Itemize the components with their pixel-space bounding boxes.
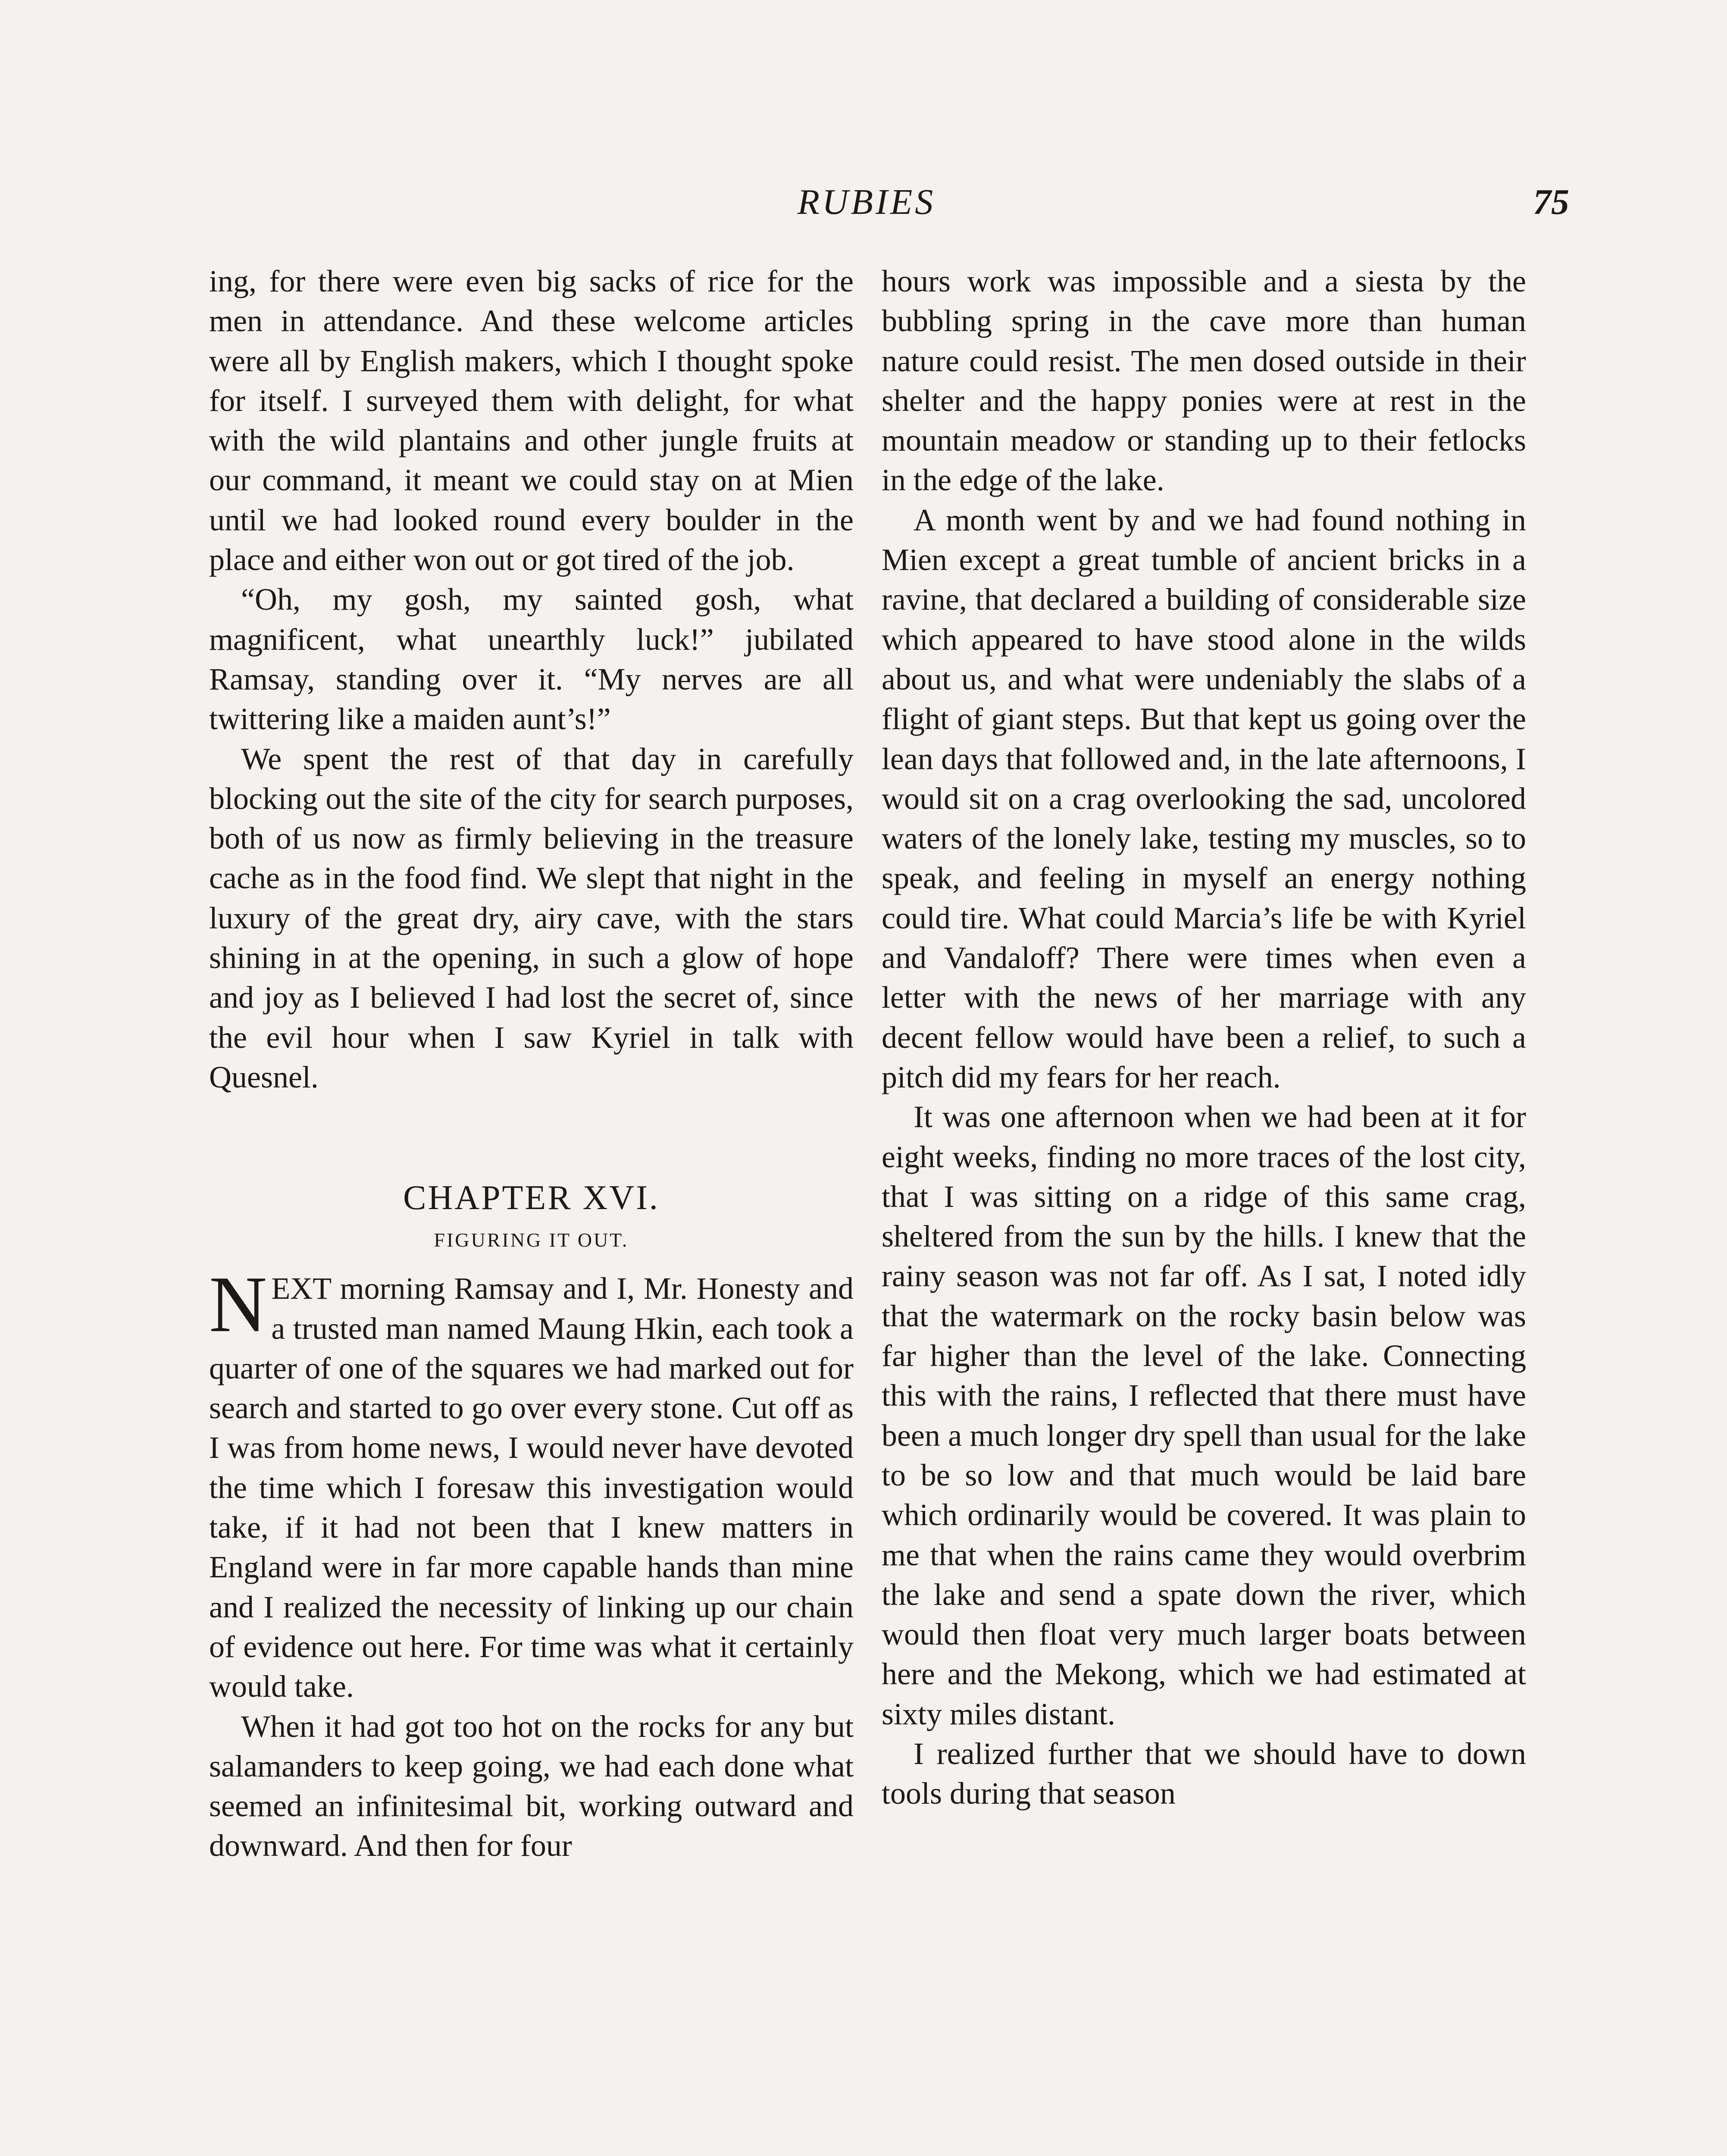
paragraph-midday-heat: When it had got too hot on the rocks for any but salamanders to keep going, we had each done what seemed an infinitesimal bit, working outward and downward. And then for four [209,1709,854,1863]
paragraph-continued: ing, for there were even big sacks of rice for the men in attendance. And these welcome articles were all by English makers, which I thought spoke for itself. I surveyed them with delight, for what with the wild plantains and other jungle fruits at our command, it meant we could stay on at Mien until we had looked round every boulder in the place and either won out or got tired of the job. [209,264,854,577]
chapter-opening-text: EXT morning Ramsay and I, Mr. Honesty and a trusted man named Maung Hkin, each took a quarter of one of the squares we had marked out for search and started to go over every stone. Cut off as I was from home news, I would never have devoted the time which I foresaw this investigation would take, if it had not been that I knew matters in England were in far more capable hands than mine and I realized the necessity of linking up our chain of evidence out here. For time was what it certainly would take. [209,1271,854,1704]
paragraph-month-passed: A month went by and we had found nothing in Mien except a great tumble of ancient bricks in a ravine, that declared a building of considerable size which appeared to have stood alone in the wilds about us, and what were undeniably the slabs of a flight of giant steps. But that kept us going over the lean days that followed and, in the late afternoons, I would sit on a crag overlooking the sad, uncolored waters of the lonely lake, testing my muscles, so to speak, and feeling in myself an energy nothing could tire. What could Marcia’s life be with Kyriel and Vandaloff? There were times when even a letter with the news of her marriage with any decent fellow would have been a relief, to such a pitch did my fears for her reach. [882,502,1526,1094]
drop-cap: N [209,1260,267,1349]
page-number: 75 [1533,182,1569,222]
chapter-opening-paragraph [209,1260,854,1706]
chapter-subtitle: FIGURING IT OUT. [434,1229,629,1251]
paragraph-search-plan: We spent the rest of that day in carefully blocking out the site of the city for search purposes, both of us now as firmly believing in the treasure cache as in the food find. We slept that night in the luxury of the great dry, airy cave, with the stars shining in at the opening, in such a glow of hope and joy as I believed I had lost the secret of, since the evil hour when I saw Kyriel in talk with Quesnel. [209,741,854,1094]
paragraph-down-tools: I realized further that we should have to down tools during that season [882,1736,1526,1811]
paragraph-siesta: hours work was impossible and a siesta by the bubbling spring in the cave more than human nature could resist. The men dosed outside in their shelter and the happy ponies were at rest in the mountain meadow or standing up to their fetlocks in the edge of the lake. [882,264,1526,498]
chapter-title: CHAPTER XVI. [403,1179,660,1217]
running-head: RUBIES [797,182,936,222]
right-column [882,261,1526,1814]
left-column [209,261,854,1866]
paragraph-watermark-observation: It was one afternoon when we had been at it for eight weeks, finding no more traces of the lost city, that I was sitting on a ridge of this same crag, sheltered from the sun by the hills. I knew that the rainy season was not far off. As I sat, I noted idly that the watermark on the rocky basin below was far higher than the level of the lake. Connecting this with the rains, I reflected that there must have been a much longer dry spell than usual for the lake to be so low and that much would be laid bare which ordinarily would be covered. It was plain to me that when the rains came they would overbrim the lake and send a spate down the river, which would then float very much larger boats between here and the Mekong, which we had estimated at sixty miles distant. [882,1100,1526,1731]
paragraph-ramsay-quote: “Oh, my gosh, my sainted gosh, what magnificent, what unearthly luck!” jubilated Ramsay, standing over it. “My nerves are all twittering like a maiden aunt’s!” [209,582,854,736]
